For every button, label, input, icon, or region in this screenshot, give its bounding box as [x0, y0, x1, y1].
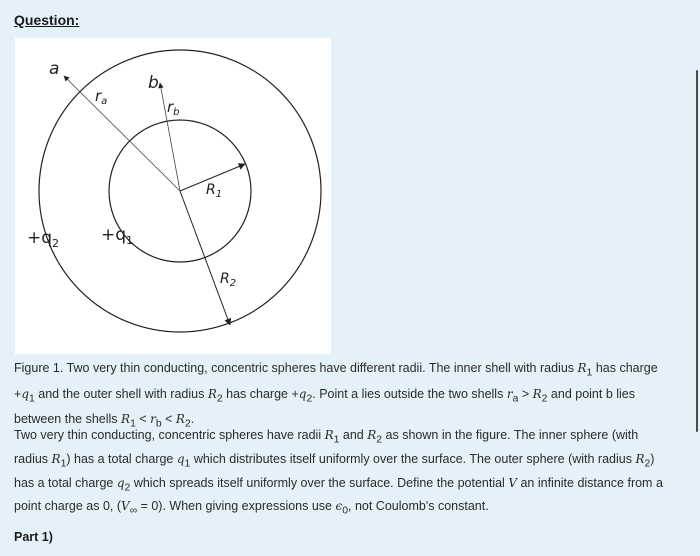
label-b: b	[148, 73, 159, 93]
question-heading: Question:	[14, 12, 80, 28]
label-ra: $r_a$	[95, 87, 108, 107]
concentric-spheres-figure	[15, 38, 331, 354]
label-q2: $+q_2$	[27, 228, 60, 250]
vertical-scrollbar[interactable]	[696, 70, 698, 432]
label-q1: $+q_1$	[101, 225, 134, 247]
ra-line	[64, 76, 180, 191]
label-a: a	[49, 59, 60, 79]
label-R1: $R_1$	[206, 182, 223, 200]
figure-svg	[15, 38, 331, 354]
figure-caption: Figure 1. Two very thin conducting, concentric spheres have different radii. The inner shell with radius $R_1$ has charge $+q_1$ and the outer shell with radius $R_2$ has charge $+q_2$. Point a lies outside the two shells $r_a > R_2$ and point b lies between the shells $R_1 < r_b < R_2$.	[14, 361, 658, 430]
label-R2: $R_2$	[220, 271, 237, 289]
question-body: Two very thin conducting, concentric spheres have radii $R_1$ and $R_2$ as shown in the figure. The inner sphere (with radius $R_1$) has a total charge $q_1$ which distributes itself uniformly over the surface. The outer sphere (with radius $R_2$) has a total charge $q_2$ which spreads itself uniformly over the surface. Define the potential V an infinite distance from a point charge as 0, $(V_\infty = 0)$. When giving expressions use $\epsilon_0$, not Coulomb's constant.	[14, 428, 663, 517]
part-label: Part 1)	[14, 530, 53, 544]
label-rb: $r_b$	[167, 98, 180, 118]
r2-arrow	[180, 191, 230, 325]
